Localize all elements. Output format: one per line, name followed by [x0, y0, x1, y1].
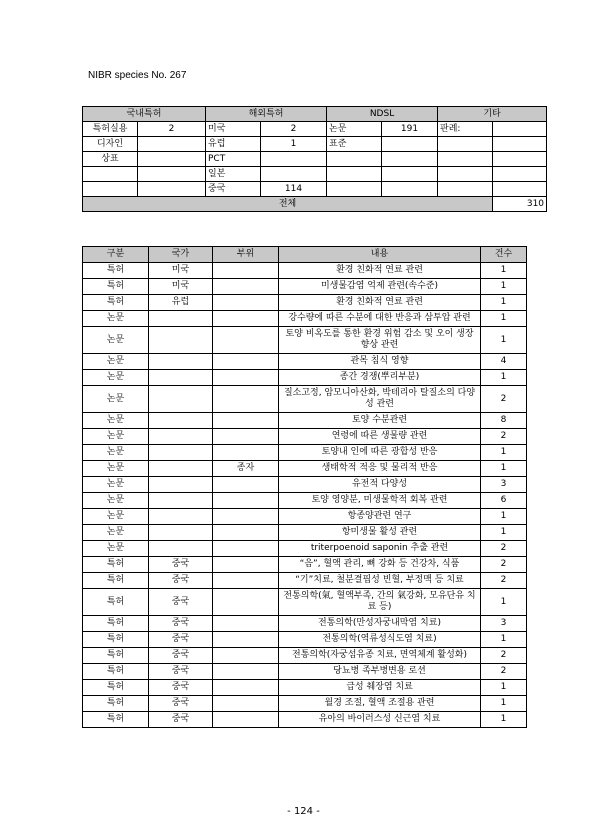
detail-cell: 중국 [149, 712, 213, 728]
detail-cell: 1 [481, 509, 527, 525]
summary-cell [493, 167, 547, 182]
detail-cell: 논문 [83, 370, 149, 386]
detail-cell [149, 370, 213, 386]
detail-cell: 특허 [83, 680, 149, 696]
summary-cell [327, 167, 382, 182]
summary-cell: 2 [138, 122, 206, 137]
detail-cell: 1 [481, 445, 527, 461]
detail-cell: 특허 [83, 648, 149, 664]
summary-cell: 1 [261, 137, 327, 152]
detail-cell [149, 493, 213, 509]
detail-cell: 중국 [149, 680, 213, 696]
detail-cell: 1 [481, 370, 527, 386]
detail-cell: 항종양관련 연구 [279, 509, 481, 525]
summary-cell [83, 182, 138, 197]
detail-cell: 1 [481, 525, 527, 541]
detail-cell: 특허 [83, 589, 149, 616]
detail-cell [213, 664, 279, 680]
summary-cell: 중국 [206, 182, 261, 197]
table-row [83, 541, 527, 557]
summary-header-row [83, 107, 547, 122]
summary-cell [493, 122, 547, 137]
detail-cell: 미국 [149, 279, 213, 295]
table-row [83, 445, 527, 461]
table-row [83, 648, 527, 664]
detail-cell: 중국 [149, 664, 213, 680]
detail-cell: “음”, 혈액 관리, 뼈 강화 등 건강차, 식품 [279, 557, 481, 573]
detail-cell [213, 632, 279, 648]
detail-cell: 토양내 인에 따른 광합성 반응 [279, 445, 481, 461]
detail-cell [149, 413, 213, 429]
summary-cell: 114 [261, 182, 327, 197]
detail-cell [213, 263, 279, 279]
detail-cell: 논문 [83, 541, 149, 557]
detail-cell: 질소고정, 암모니아산화, 박테리아 탈질소의 다양성 관련 [279, 386, 481, 413]
table-row [83, 295, 527, 311]
summary-cell [327, 152, 382, 167]
summary-cell: 유럽 [206, 137, 261, 152]
detail-cell [213, 525, 279, 541]
detail-cell: 중국 [149, 557, 213, 573]
detail-cell [213, 445, 279, 461]
table-row [83, 589, 527, 616]
detail-cell: 논문 [83, 386, 149, 413]
detail-cell: 논문 [83, 429, 149, 445]
summary-header-cell: NDSL [327, 107, 438, 122]
table-row [83, 263, 527, 279]
table-row [83, 616, 527, 632]
summary-cell [138, 182, 206, 197]
table-row [83, 680, 527, 696]
detail-cell [213, 712, 279, 728]
detail-cell: 유아의 바이러스성 신근염 치료 [279, 712, 481, 728]
summary-header-cell: 기타 [438, 107, 547, 122]
detail-cell: 토양 수분관련 [279, 413, 481, 429]
detail-cell [213, 680, 279, 696]
detail-cell [213, 386, 279, 413]
detail-cell: 중국 [149, 648, 213, 664]
detail-cell [213, 354, 279, 370]
detail-cell: 논문 [83, 327, 149, 354]
table-row [83, 557, 527, 573]
detail-cell: 2 [481, 541, 527, 557]
summary-cell: 판례: [438, 122, 493, 137]
detail-table [82, 246, 527, 728]
summary-cell: 일본 [206, 167, 261, 182]
summary-cell: 191 [382, 122, 438, 137]
table-row [83, 311, 527, 327]
detail-cell [213, 477, 279, 493]
summary-row [83, 152, 547, 167]
detail-cell: 종자 [213, 461, 279, 477]
detail-header-cell: 내용 [279, 247, 481, 263]
detail-cell: 1 [481, 311, 527, 327]
detail-cell [149, 461, 213, 477]
detail-cell [213, 616, 279, 632]
detail-cell: 중국 [149, 589, 213, 616]
table-row [83, 413, 527, 429]
detail-cell [213, 413, 279, 429]
detail-cell: 2 [481, 573, 527, 589]
detail-cell: 당뇨병 족부병변용 로션 [279, 664, 481, 680]
detail-cell: 특허 [83, 263, 149, 279]
summary-cell [493, 137, 547, 152]
detail-cell [213, 648, 279, 664]
detail-cell: 전통의학(역류성식도염 치료) [279, 632, 481, 648]
table-row [83, 573, 527, 589]
detail-cell: 환경 친화적 연료 관련 [279, 295, 481, 311]
page-number: - 124 - [287, 806, 320, 817]
detail-cell [149, 509, 213, 525]
detail-cell: 중국 [149, 616, 213, 632]
summary-total-label: 전체 [83, 197, 493, 212]
table-row [83, 370, 527, 386]
detail-cell: 3 [481, 477, 527, 493]
detail-cell [149, 386, 213, 413]
summary-cell [382, 182, 438, 197]
summary-cell [493, 152, 547, 167]
summary-row [83, 182, 547, 197]
detail-cell: 연령에 따른 생물량 관련 [279, 429, 481, 445]
detail-header-row [83, 247, 527, 263]
detail-cell [149, 525, 213, 541]
detail-cell: 2 [481, 429, 527, 445]
detail-cell: 중국 [149, 696, 213, 712]
detail-cell: 1 [481, 263, 527, 279]
detail-cell: 특허 [83, 295, 149, 311]
detail-cell [213, 541, 279, 557]
detail-cell: 논문 [83, 461, 149, 477]
detail-cell: 1 [481, 279, 527, 295]
summary-cell [438, 137, 493, 152]
detail-cell: 논문 [83, 477, 149, 493]
table-row [83, 354, 527, 370]
summary-cell [438, 152, 493, 167]
summary-header-cell: 해외특허 [206, 107, 327, 122]
summary-cell [493, 182, 547, 197]
detail-cell: “기”치료, 철분결핍성 빈혈, 부정맥 등 치료 [279, 573, 481, 589]
detail-cell: 1 [481, 632, 527, 648]
table-row [83, 632, 527, 648]
detail-cell: 1 [481, 712, 527, 728]
summary-cell [382, 137, 438, 152]
detail-cell: 1 [481, 327, 527, 354]
detail-cell: 4 [481, 354, 527, 370]
summary-cell: 미국 [206, 122, 261, 137]
table-row [83, 429, 527, 445]
detail-cell [213, 589, 279, 616]
summary-cell [138, 167, 206, 182]
detail-cell: 미생물감염 억제 관련(속수준) [279, 279, 481, 295]
detail-header-cell: 건수 [481, 247, 527, 263]
summary-cell: 논문 [327, 122, 382, 137]
table-row [83, 712, 527, 728]
detail-cell [213, 429, 279, 445]
document-title: NIBR species No. 267 [88, 70, 187, 81]
detail-cell [213, 370, 279, 386]
detail-cell: 논문 [83, 413, 149, 429]
detail-cell: 1 [481, 295, 527, 311]
detail-header-cell: 부위 [213, 247, 279, 263]
summary-cell: 디자인 [83, 137, 138, 152]
detail-cell [213, 573, 279, 589]
summary-total-row [83, 197, 547, 212]
summary-row [83, 137, 547, 152]
summary-cell [261, 167, 327, 182]
detail-cell: 8 [481, 413, 527, 429]
detail-cell: 유전적 다양성 [279, 477, 481, 493]
table-row [83, 327, 527, 354]
detail-cell: 특허 [83, 279, 149, 295]
detail-cell [149, 354, 213, 370]
summary-row [83, 122, 547, 137]
detail-cell: 중국 [149, 573, 213, 589]
detail-cell: 항미생물 활성 관련 [279, 525, 481, 541]
detail-cell [213, 509, 279, 525]
summary-cell [327, 182, 382, 197]
detail-cell: 2 [481, 648, 527, 664]
summary-header-cell: 국내특허 [83, 107, 206, 122]
detail-cell: 논문 [83, 493, 149, 509]
table-row [83, 525, 527, 541]
table-row [83, 461, 527, 477]
table-row [83, 386, 527, 413]
detail-cell: 1 [481, 461, 527, 477]
summary-cell [438, 167, 493, 182]
detail-cell: 미국 [149, 263, 213, 279]
detail-cell [149, 445, 213, 461]
detail-cell: 중국 [149, 632, 213, 648]
detail-cell [213, 311, 279, 327]
detail-cell [213, 557, 279, 573]
detail-cell: 논문 [83, 445, 149, 461]
table-row [83, 509, 527, 525]
detail-cell: 유럽 [149, 295, 213, 311]
detail-cell: 특허 [83, 712, 149, 728]
detail-cell [149, 477, 213, 493]
detail-cell: 종간 경쟁(뿌리부분) [279, 370, 481, 386]
detail-cell: 관목 침식 영향 [279, 354, 481, 370]
summary-cell: 특허실용 [83, 122, 138, 137]
detail-cell: 특허 [83, 664, 149, 680]
summary-cell [382, 167, 438, 182]
detail-cell: 6 [481, 493, 527, 509]
detail-cell: 1 [481, 680, 527, 696]
detail-cell [213, 493, 279, 509]
detail-cell: 논문 [83, 525, 149, 541]
detail-cell [213, 327, 279, 354]
detail-cell: 생태학적 적응 및 물리적 반응 [279, 461, 481, 477]
detail-cell: 토양 영양분, 미생물학적 회복 관련 [279, 493, 481, 509]
summary-cell: 표준 [327, 137, 382, 152]
detail-cell: 1 [481, 589, 527, 616]
detail-cell: 전통의학(氣, 혈액부족, 간의 氣강화, 모유단유 치료 등) [279, 589, 481, 616]
detail-cell: 전통의학(자궁섬유종 치료, 면역체계 활성화) [279, 648, 481, 664]
detail-cell [149, 429, 213, 445]
summary-cell [138, 152, 206, 167]
detail-cell: 논문 [83, 311, 149, 327]
table-row [83, 279, 527, 295]
summary-cell [138, 137, 206, 152]
table-row [83, 696, 527, 712]
detail-cell: 논문 [83, 354, 149, 370]
detail-cell: 2 [481, 557, 527, 573]
table-row [83, 477, 527, 493]
detail-cell [213, 295, 279, 311]
detail-cell: 특허 [83, 616, 149, 632]
detail-cell [149, 541, 213, 557]
detail-cell: 2 [481, 664, 527, 680]
detail-cell: 특허 [83, 557, 149, 573]
detail-cell: 특허 [83, 632, 149, 648]
summary-total-value: 310 [493, 197, 547, 212]
summary-cell [438, 182, 493, 197]
summary-cell [382, 152, 438, 167]
detail-cell: 토양 비옥도를 통한 환경 위험 감소 및 오이 생장 향상 관련 [279, 327, 481, 354]
detail-cell: 강수량에 따른 수분에 대한 반응과 삼투압 관련 [279, 311, 481, 327]
summary-cell [83, 167, 138, 182]
summary-cell: 2 [261, 122, 327, 137]
detail-cell [213, 696, 279, 712]
detail-cell: triterpoenoid saponin 추출 관련 [279, 541, 481, 557]
detail-cell [149, 327, 213, 354]
detail-header-cell: 구분 [83, 247, 149, 263]
detail-cell: 특허 [83, 573, 149, 589]
detail-cell: 월경 조절, 혈액 조절용 관련 [279, 696, 481, 712]
detail-cell: 3 [481, 616, 527, 632]
summary-table [82, 106, 547, 212]
summary-row [83, 167, 547, 182]
detail-cell [149, 311, 213, 327]
detail-cell: 2 [481, 386, 527, 413]
table-row [83, 493, 527, 509]
detail-header-cell: 국가 [149, 247, 213, 263]
detail-cell: 환경 친화적 연료 관련 [279, 263, 481, 279]
summary-cell: 상표 [83, 152, 138, 167]
table-row [83, 664, 527, 680]
detail-cell: 전통의학(만성자궁내막염 치료) [279, 616, 481, 632]
detail-cell: 1 [481, 696, 527, 712]
summary-cell [261, 152, 327, 167]
summary-cell: PCT [206, 152, 261, 167]
detail-cell: 논문 [83, 509, 149, 525]
detail-cell [213, 279, 279, 295]
detail-cell: 특허 [83, 696, 149, 712]
detail-cell: 급성 췌장염 치료 [279, 680, 481, 696]
